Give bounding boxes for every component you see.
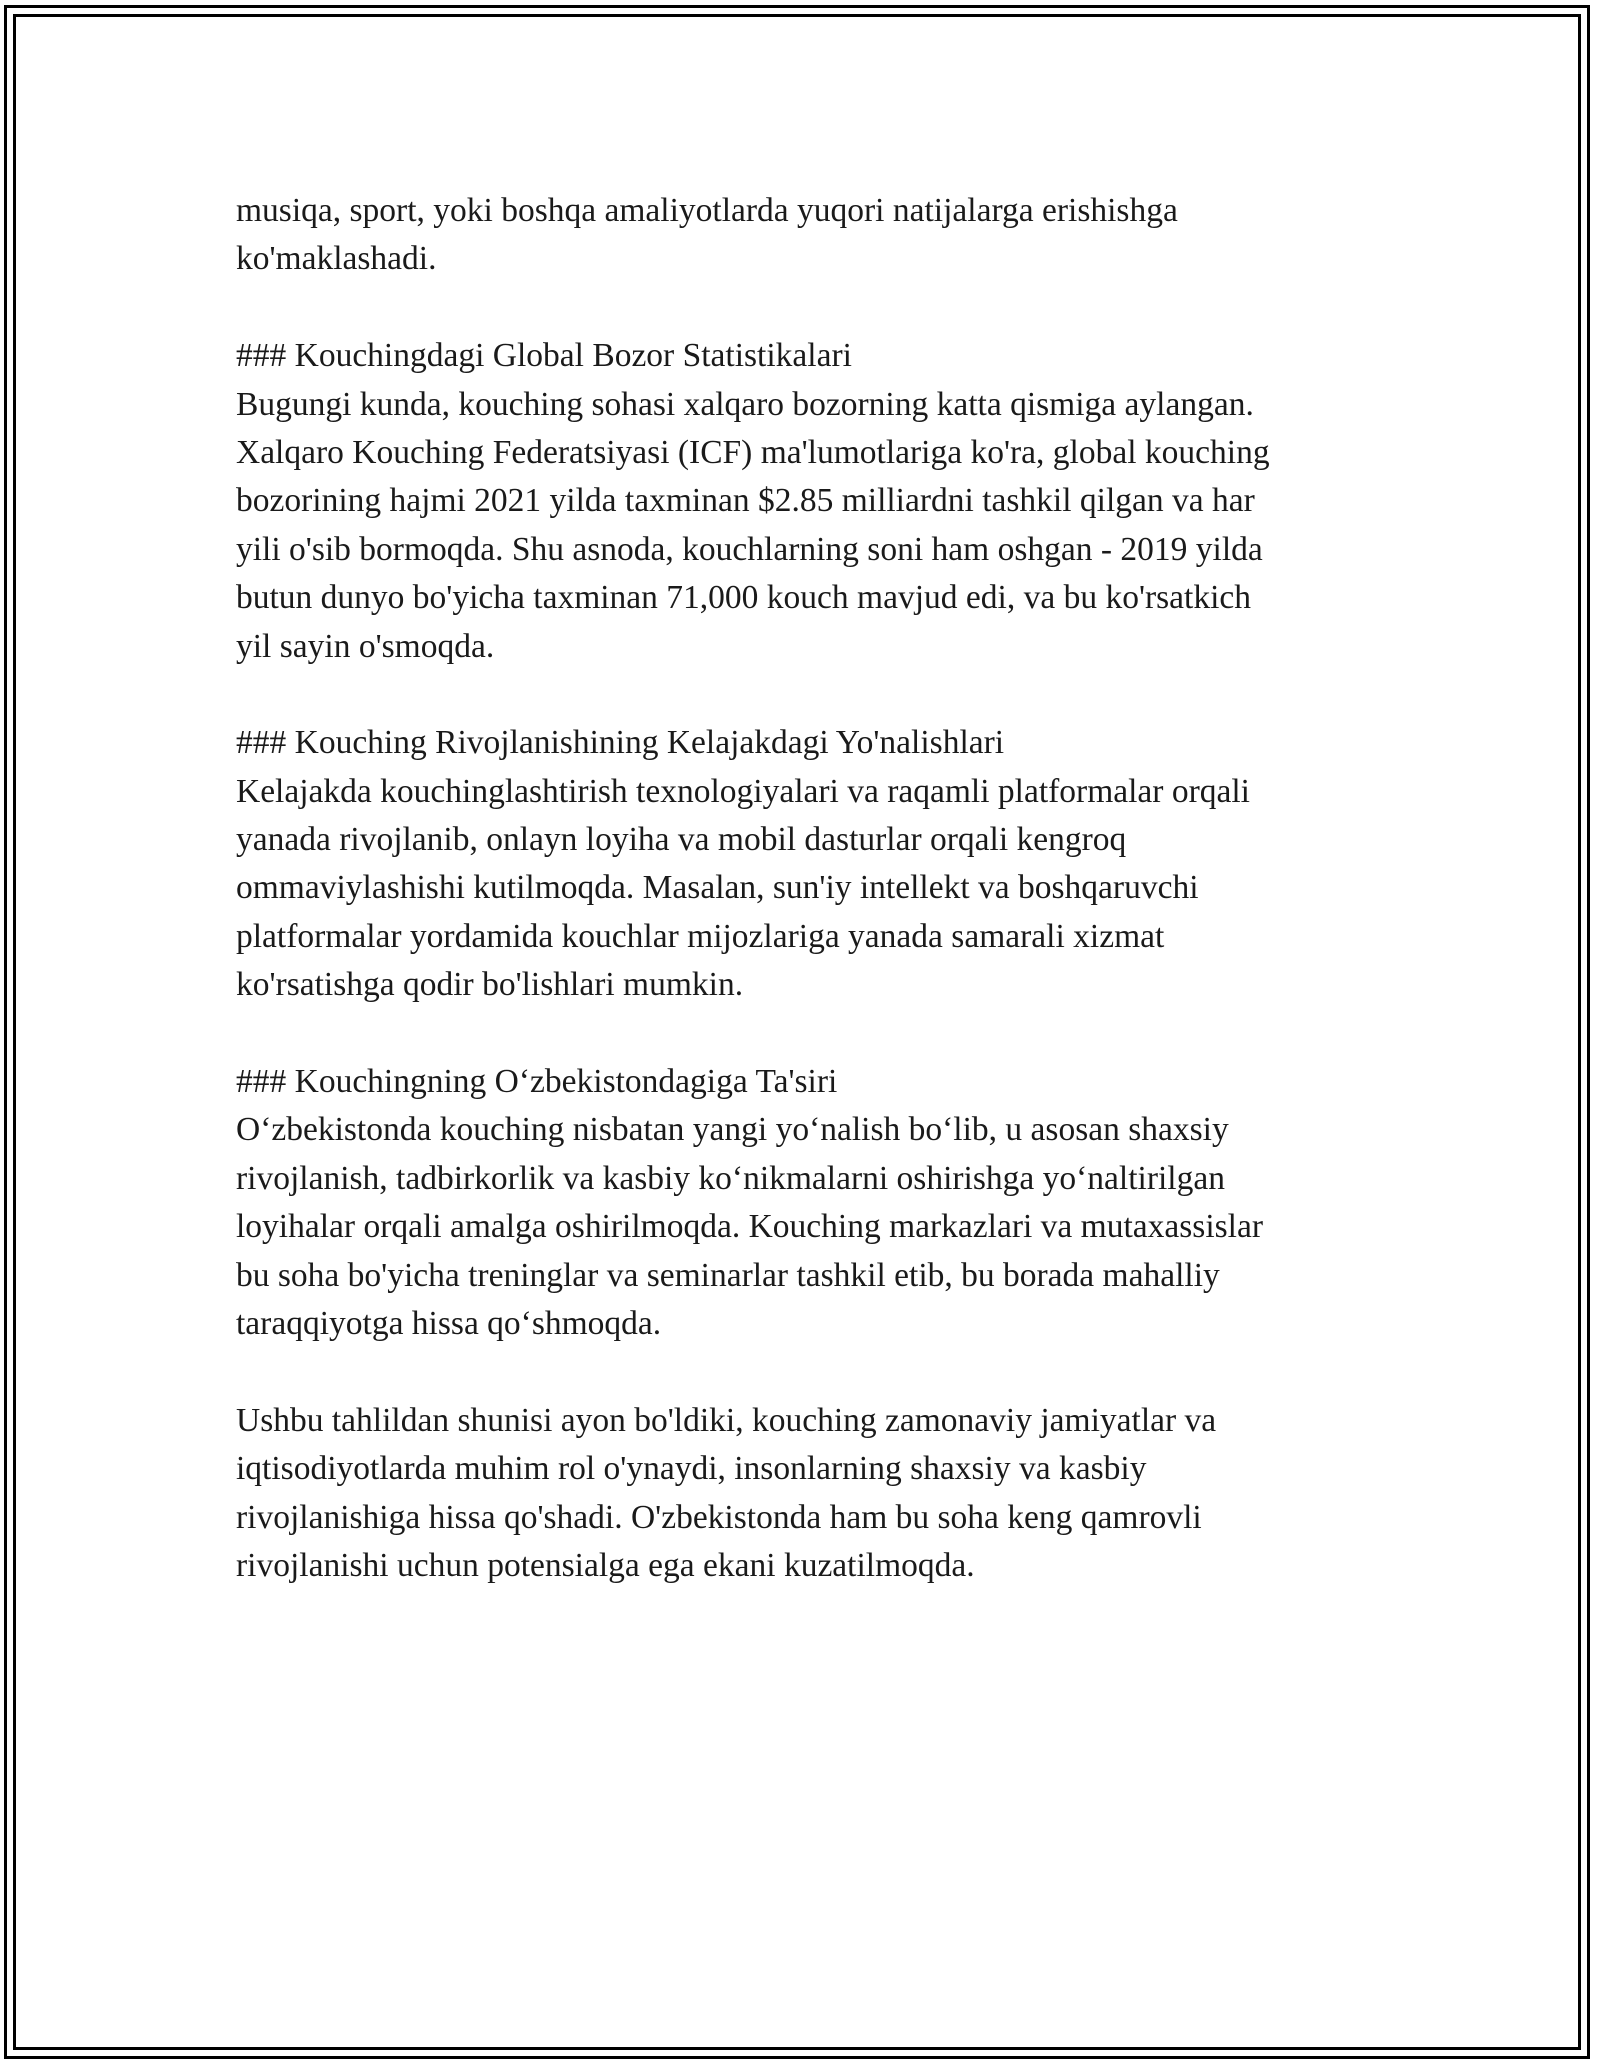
paragraph-gap (236, 1010, 1416, 1058)
text-line: musiqa, sport, yoki boshqa amaliyotlarda yuqori natijalarga erishishga (236, 192, 1178, 229)
paragraph-gap (236, 1348, 1416, 1396)
text-line: yanada rivojlanib, onlayn loyiha va mobil dasturlar orqali kengroq (236, 821, 1127, 859)
text-line: bozorining hajmi 2021 yilda taxminan $2.85 milliardni tashkil qilgan va har (236, 482, 1255, 520)
section-heading: ### Kouching Rivojlanishining Kelajakdagi Yo'nalishlari (236, 724, 1005, 762)
paragraph-intro-continuation (236, 187, 1416, 284)
text-line: bu soha bo'yicha treninglar va seminarlar tashkil etib, bu borada mahalliy (236, 1256, 1220, 1294)
text-line: platformalar yordamida kouchlar mijozlariga yanada samarali xizmat (236, 917, 1165, 955)
section-uzbekistan-impact (236, 1058, 1416, 1348)
text-line: taraqqiyotga hissa qo‘shmoqda. (236, 1304, 662, 1342)
text-line: yili o'sib bormoqda. Shu asnoda, kouchlarning soni ham oshgan - 2019 yilda (236, 530, 1263, 568)
section-heading: ### Kouchingdagi Global Bozor Statistikalari (236, 337, 852, 375)
text-line: Xalqaro Kouching Federatsiyasi (ICF) ma'lumotlariga ko'ra, global kouching (236, 433, 1270, 471)
paragraph-conclusion (236, 1397, 1416, 1591)
section-global-market (236, 332, 1416, 671)
text-line: Bugungi kunda, kouching sohasi xalqaro bozorning katta qismiga aylangan. (236, 385, 1254, 423)
text-line: O‘zbekistonda kouching nisbatan yangi yo‘nalish bo‘lib, u asosan shaxsiy (236, 1111, 1229, 1149)
text-line: Kelajakda kouchinglashtirish texnologiyalari va raqamli platformalar orqali (236, 772, 1250, 810)
section-future-directions (236, 719, 1416, 1009)
text-line: rivojlanishiga hissa qo'shadi. O'zbekistonda ham bu soha keng qamrovli (236, 1498, 1202, 1536)
paragraph-gap (236, 284, 1416, 332)
text-line: iqtisodiyotlarda muhim rol o'ynaydi, insonlarning shaxsiy va kasbiy (236, 1450, 1147, 1488)
paragraph-gap (236, 671, 1416, 719)
text-line: butun dunyo bo'yicha taxminan 71,000 kouch mavjud edi, va bu ko'rsatkich (236, 579, 1252, 617)
text-line: ko'maklashadi. (236, 240, 437, 278)
text-line: yil sayin o'smoqda. (236, 627, 495, 665)
text-line: rivojlanish, tadbirkorlik va kasbiy ko‘nikmalarni oshirishga yo‘naltirilgan (236, 1159, 1225, 1197)
text-line: rivojlanishi uchun potensialga ega ekani kuzatilmoqda. (236, 1546, 975, 1584)
text-line: loyihalar orqali amalga oshirilmoqda. Kouching markazlari va mutaxassislar (236, 1208, 1264, 1246)
text-line: ommaviylashishi kutilmoqda. Masalan, sun'iy intellekt va boshqaruvchi (236, 869, 1199, 907)
text-line: Ushbu tahlildan shunisi ayon bo'ldiki, kouching zamonaviy jamiyatlar va (236, 1401, 1217, 1439)
document-body (236, 187, 1416, 1590)
text-line: ko'rsatishga qodir bo'lishlari mumkin. (236, 966, 744, 1004)
section-heading: ### Kouchingning O‘zbekistondagiga Ta'siri (236, 1063, 838, 1101)
